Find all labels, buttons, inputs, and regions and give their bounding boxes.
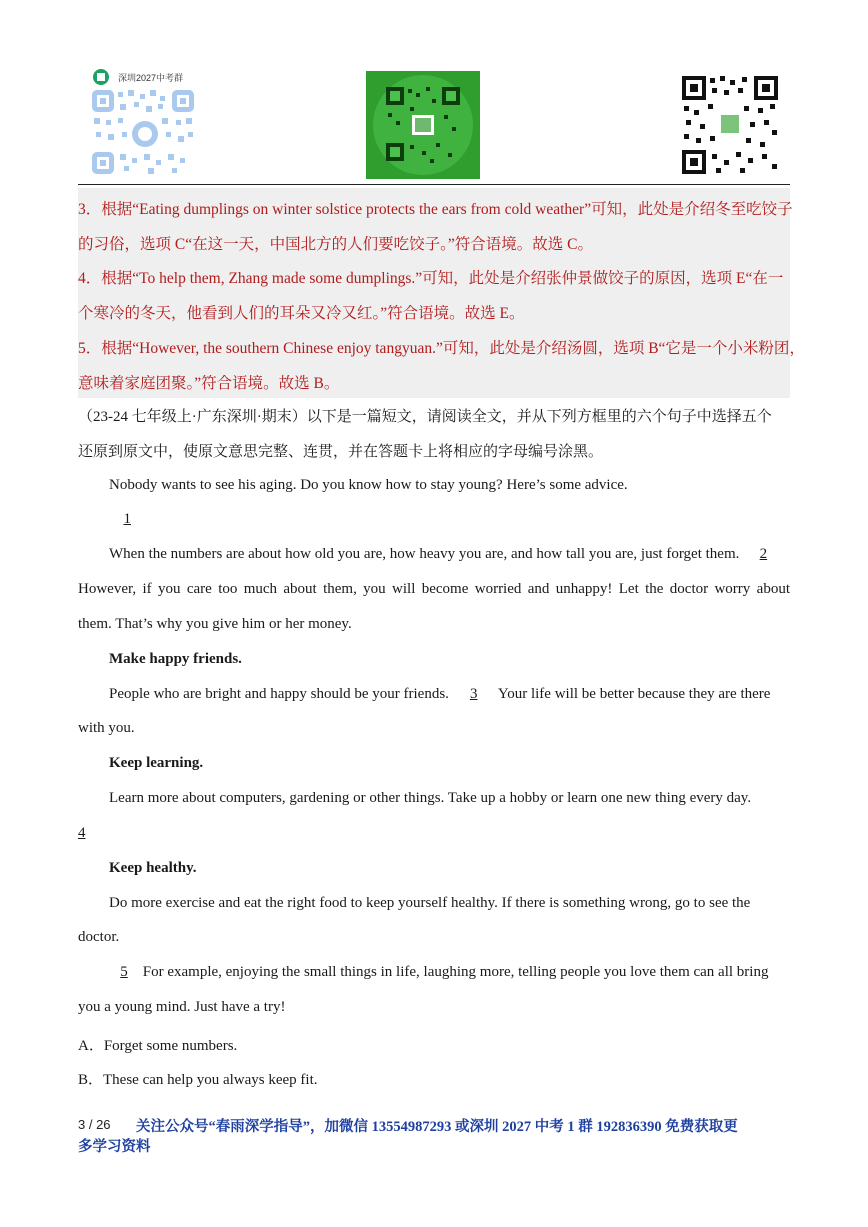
answer-4-line-2: 个寒冷的冬天，他看到人们的耳朵又冷又红。”符合语境。故选 E。 xyxy=(78,305,525,322)
passage-paragraph-5-line-2: doctor. xyxy=(78,929,120,945)
group-qr-code xyxy=(88,68,202,178)
blank-4-number: 4 xyxy=(78,825,86,841)
blank-5-number: 5 xyxy=(120,964,128,980)
blank-1-number: 1 xyxy=(123,511,131,527)
option-b: B．These can help you always keep fit. xyxy=(78,1072,318,1088)
answer-4-line-1: 4．根据“To help them, Zhang made some dumplings.”可知，此处是介绍张仲景做饺子的原因，选项 E“在一 xyxy=(78,270,784,287)
paragraph-3-post: Your life will be better because they are there xyxy=(497,686,771,702)
passage-paragraph-2-line-1 xyxy=(109,546,767,563)
blank-1 xyxy=(109,511,131,528)
blank-3-number: 3 xyxy=(469,686,478,702)
paragraph-2-text: When the numbers are about how old you are, how heavy you are, and how tall you are, just forget them. xyxy=(109,546,740,562)
answer-explanation-box xyxy=(78,188,790,398)
passage-paragraph-6-line-1 xyxy=(109,964,768,981)
qr-caption: 深圳2027中考群 xyxy=(118,73,184,83)
passage-paragraph-3-line-2: with you. xyxy=(78,720,135,736)
blank-2-number: 2 xyxy=(759,546,768,562)
passage-paragraph-4-line-1: Learn more about computers, gardening or other things. Take up a hobby or learn one new thing every day. xyxy=(109,790,752,806)
footer-promo-line-2: 多学习资料 xyxy=(78,1139,151,1155)
passage-paragraph-2-line-2: However, if you care too much about them, you will become worried and unhappy! Let the doctor worry about xyxy=(78,581,790,597)
official-account-qr-code xyxy=(680,74,780,176)
paragraph-3-pre: People who are bright and happy should be your friends. xyxy=(109,686,449,702)
intro-line-1: （23-24 七年级上·广东深圳·期末）以下是一篇短文，请阅读全文，并从下列方框里的六个句子中选择五个 xyxy=(78,409,772,425)
passage-paragraph-6-line-2: you a young mind. Just have a try! xyxy=(78,999,286,1015)
passage-paragraph-2-line-3: them. That’s why you give him or her money. xyxy=(78,616,352,632)
heading-keep-healthy: Keep healthy. xyxy=(109,860,197,876)
wechat-qr-code xyxy=(366,71,480,179)
heading-keep-learning: Keep learning. xyxy=(109,755,204,771)
answer-5-line-1: 5．根据“However, the southern Chinese enjoy tangyuan.”可知，此处是介绍汤圆，选项 B“它是一个小米粉团， xyxy=(78,340,805,357)
header-divider xyxy=(78,184,790,185)
paragraph-6-text: For example, enjoying the small things in life, laughing more, telling people you love them can all bring xyxy=(142,964,769,980)
blank-4 xyxy=(78,825,86,842)
passage-paragraph-1: Nobody wants to see his aging. Do you know how to stay young? Here’s some advice. xyxy=(109,477,628,493)
heading-make-happy-friends: Make happy friends. xyxy=(109,651,242,667)
passage-paragraph-5-line-1: Do more exercise and eat the right food to keep yourself healthy. If there is something wrong, go to see the xyxy=(109,895,751,911)
answer-3-line-1: 3．根据“Eating dumplings on winter solstice protects the ears from cold weather”可知，此处是介绍冬至吃饺子 xyxy=(78,201,793,218)
answer-5-line-2: 意味着家庭团聚。”符合语境。故选 B。 xyxy=(78,375,340,392)
page-number: 3 / 26 xyxy=(78,1117,111,1132)
answer-3-line-2: 的习俗，选项 C“在这一天，中国北方的人们要吃饺子。”符合语境。故选 C。 xyxy=(78,236,593,253)
intro-line-2: 还原到原文中，使原文意思完整、连贯，并在答题卡上将相应的字母编号涂黑。 xyxy=(78,444,604,460)
option-a: A．Forget some numbers. xyxy=(78,1038,238,1054)
passage-paragraph-3-line-1 xyxy=(109,686,770,703)
footer-promo-line-1: 关注公众号“春雨深学指导”，加微信 13554987293 或深圳 2027 中考 1 群 192836390 免费获取更 xyxy=(136,1119,738,1135)
